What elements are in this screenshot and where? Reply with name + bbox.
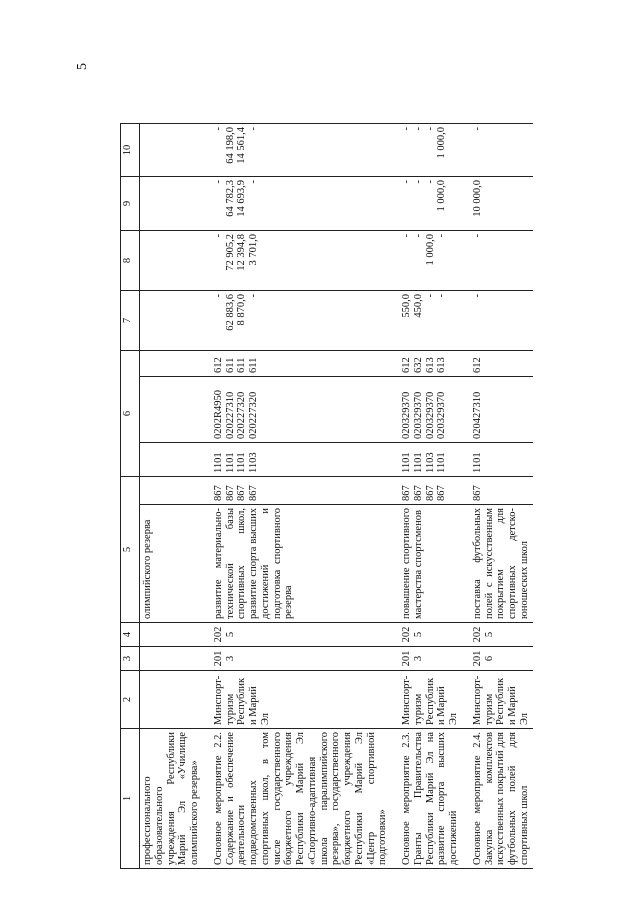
target-article-cell: 020427310 — [462, 377, 533, 443]
header-row — [121, 123, 140, 868]
value-col-9-cell: - 64 782,3 14 693,9 - — [203, 176, 391, 230]
table-row — [391, 123, 462, 868]
result-cell: развитие материально-технической базы спортивных школ, развитие спорта высших достижений и подготовка спортивного резерва — [203, 505, 391, 623]
header-col-7: 7 — [121, 290, 140, 350]
header-col-4: 4 — [121, 623, 140, 647]
header-col-10: 10 — [121, 123, 140, 176]
expense-type-cell — [140, 350, 203, 376]
expense-type-cell: 612 — [462, 350, 533, 376]
end-year-cell: 2025 — [203, 623, 391, 647]
header-col-6: 6 — [121, 350, 140, 476]
value-col-7-cell: - 62 883,6 8 870,0 - — [203, 290, 391, 350]
section-cell: 1101 — [462, 443, 533, 477]
section-cell — [140, 443, 203, 477]
start-year-cell: 2016 — [462, 647, 533, 671]
header-col-3: 3 — [121, 647, 140, 671]
target-article-cell: 0202R4950 020227310 020227320 020227320 — [203, 377, 391, 443]
value-col-7-cell: 550,0 450,0 - - — [391, 290, 462, 350]
target-article-cell — [140, 377, 203, 443]
value-col-8-cell — [140, 230, 203, 290]
table-row — [140, 123, 203, 868]
value-col-8-cell: - - 1 000,0 - — [391, 230, 462, 290]
result-cell: олимпийского резерва — [140, 505, 203, 623]
value-col-10-cell — [140, 123, 203, 176]
header-col-9: 9 — [121, 176, 140, 230]
header-col-5: 5 — [121, 477, 140, 623]
value-col-10-cell: - 64 198,0 14 561,4 - — [203, 123, 391, 176]
table-row — [203, 123, 391, 868]
value-col-8-cell: - — [462, 230, 533, 290]
rotated-table-sheet — [120, 124, 578, 869]
value-col-10-cell: - - - 1 000,0 — [391, 123, 462, 176]
end-year-cell: 2025 — [462, 623, 533, 647]
page-number: 5 — [75, 63, 90, 70]
table-row — [462, 123, 533, 868]
executor-cell: Минспорт-туризм Республики Марий Эл — [462, 671, 533, 729]
grbs-cell: 867 867 867 867 — [203, 477, 391, 505]
end-year-cell — [140, 623, 203, 647]
value-col-9-cell: 10 000,0 — [462, 176, 533, 230]
start-year-cell: 2013 — [391, 647, 462, 671]
start-year-cell — [140, 647, 203, 671]
start-year-cell: 2013 — [203, 647, 391, 671]
end-year-cell: 2025 — [391, 623, 462, 647]
section-cell: 1101 1101 1103 1101 — [391, 443, 462, 477]
executor-cell: Минспорт-туризм Республики Марий Эл — [391, 671, 462, 729]
event-name-cell: Основное мероприятие 2.4. Закупка комплектов искусственных покрытий для футбольных полей для спортивных школ — [462, 729, 533, 869]
value-col-9-cell — [140, 176, 203, 230]
grbs-cell: 867 — [462, 477, 533, 505]
event-name-cell: профессионального образовательного учреждения Республики Марий Эл «Училище олимпийского резерва» — [140, 729, 203, 869]
event-name-cell: Основное мероприятие 2.2. Содержание и обеспечение деятельности подведомственных спортивных школ, в том числе государственного бюджетного учреждения Республики Марий Эл «Спортивно-адаптивная школа паралимпийского резерва», государственного бюджетного учреждения Республики Марий Эл «Центр спортивной подготовки» — [203, 729, 391, 869]
value-col-7-cell — [140, 290, 203, 350]
value-col-10-cell: - — [462, 123, 533, 176]
expense-type-cell: 612 611 611 611 — [203, 350, 391, 376]
header-col-8: 8 — [121, 230, 140, 290]
target-article-cell: 020329370 020329370 020329370 020329370 — [391, 377, 462, 443]
executor-cell: Минспорт-туризм Республики Марий Эл — [203, 671, 391, 729]
header-col-2: 2 — [121, 671, 140, 729]
result-cell: повышение спортивного мастерства спортсменов — [391, 505, 462, 623]
executor-cell — [140, 671, 203, 729]
result-cell: поставка футбольных полей с искусственным покрытием для спортивных детско-юношеских школ — [462, 505, 533, 623]
value-col-8-cell: - 72 905,2 12 394,8 3 701,0 — [203, 230, 391, 290]
grbs-cell: 867 867 867 867 — [391, 477, 462, 505]
event-name-cell: Основное мероприятие 2.3. Гранты Правительства Республики Марий Эл на развитие спорта высших достижений — [391, 729, 462, 869]
value-col-7-cell: - — [462, 290, 533, 350]
section-cell: 1101 1101 1101 1103 — [203, 443, 391, 477]
header-col-1: 1 — [121, 729, 140, 869]
grbs-cell — [140, 477, 203, 505]
value-col-9-cell: - - - 1 000,0 — [391, 176, 462, 230]
expense-type-cell: 612 632 613 613 — [391, 350, 462, 376]
program-table — [120, 123, 533, 869]
